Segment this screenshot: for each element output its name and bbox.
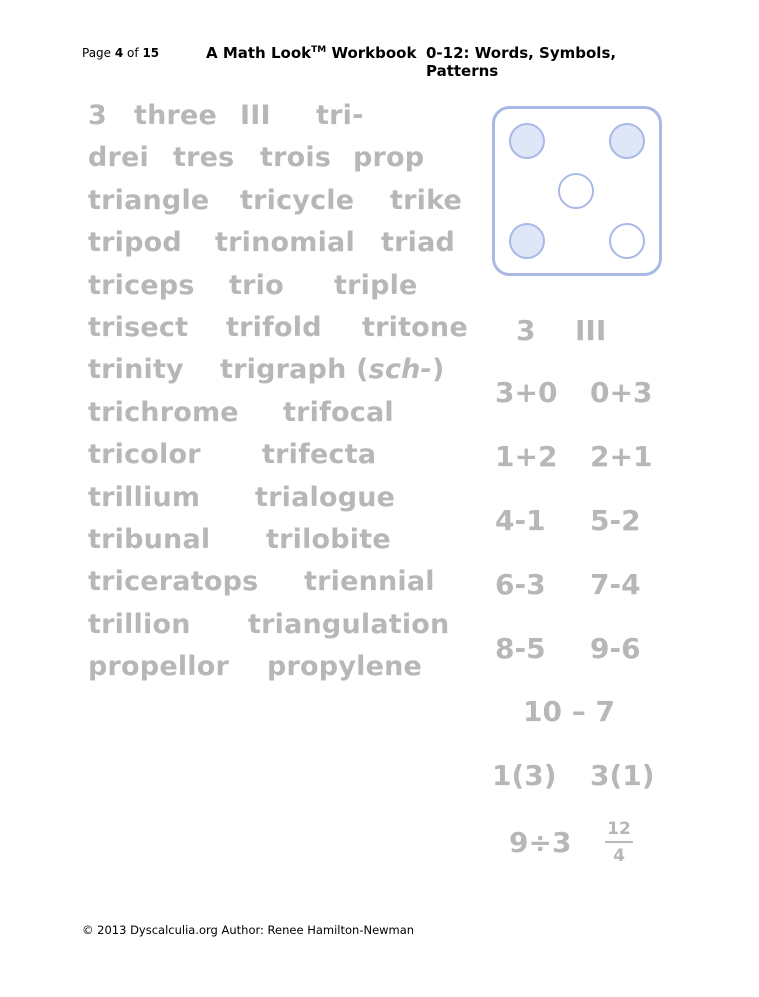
expression: 3+0 [495,376,558,409]
word: trichrome [88,396,239,428]
expression: 3(1) [590,759,655,792]
die-pip [510,124,544,158]
expression: 0+3 [590,376,653,409]
word: propellor [88,651,230,683]
word: drei [88,142,150,174]
word: tripod [88,227,182,259]
expression: 7-4 [590,568,641,601]
word-row [88,439,478,481]
workbook-subtitle: 0-12: Words, Symbols, Patterns [426,44,617,80]
word: trinomial [215,227,355,259]
page-footer: © 2013 Dyscalculia.org Author: Renee Hamilton-Newman [82,923,415,937]
word: trilobite [266,523,391,555]
word: triennial [304,566,435,598]
fraction-numerator: 12 [607,819,631,839]
word: tricycle [240,184,355,216]
word-row [88,312,478,354]
word: trialogue [255,481,396,513]
expression: 10 – 7 [523,695,615,728]
word: three [134,100,218,131]
word: trifecta [262,439,377,471]
word: triple [334,269,418,301]
expression: 5-2 [590,504,641,537]
word: tricolor [88,439,201,471]
word: trillium [88,481,201,513]
word-row [88,270,478,312]
expression: 9÷3 [509,826,572,859]
word: triad [381,227,456,259]
expression: 2+1 [590,440,653,473]
expression: 1+2 [495,440,558,473]
word: triangle [88,184,210,216]
word: tres [173,142,235,174]
word-row [88,651,478,693]
word: prop [353,142,425,174]
expression: 9-6 [590,632,641,665]
word: trike [390,184,463,216]
word: trigraph (sch-) [220,354,445,386]
expression: 4-1 [495,504,546,537]
word: tritone [362,311,468,343]
word: tribunal [88,523,211,555]
expression: 1(3) [492,759,557,792]
word: 3 [88,100,107,131]
word: trillion [88,608,191,640]
die-pip [510,224,544,258]
word-row [88,609,478,651]
word: trinity [88,354,184,386]
word-row [88,100,478,142]
word-row [88,354,478,396]
word-row [88,227,478,269]
word: trifold [226,311,322,343]
numeral-three: 3 [516,314,536,347]
expression: 8-5 [495,632,546,665]
die-pip [610,124,644,158]
word: tri- [316,100,364,131]
word-row [88,482,478,524]
page-number: Page 4 of 15 [82,46,160,60]
word: trisect [88,311,189,343]
word: trois [260,142,332,174]
word: trio [229,269,284,301]
word: triceratops [88,566,259,598]
word: trifocal [283,396,394,428]
fraction [605,818,633,867]
die-five-icon [492,106,662,276]
die-pip [559,174,593,208]
workbook-title: A Math Look™ Workbook [206,44,417,62]
word: triangulation [248,608,450,640]
fraction-bar [605,841,633,843]
roman-three: III [575,314,607,347]
word-row [88,142,478,184]
word-row [88,397,478,439]
die-pip [610,224,644,258]
word-row [88,185,478,227]
word: III [240,100,271,131]
expression: 6-3 [495,568,546,601]
fraction-denominator: 4 [613,846,625,866]
word-row [88,524,478,566]
word: propylene [267,651,423,683]
word-row [88,566,478,608]
page-header [82,44,682,80]
word: triceps [88,269,195,301]
word-list [88,100,478,693]
